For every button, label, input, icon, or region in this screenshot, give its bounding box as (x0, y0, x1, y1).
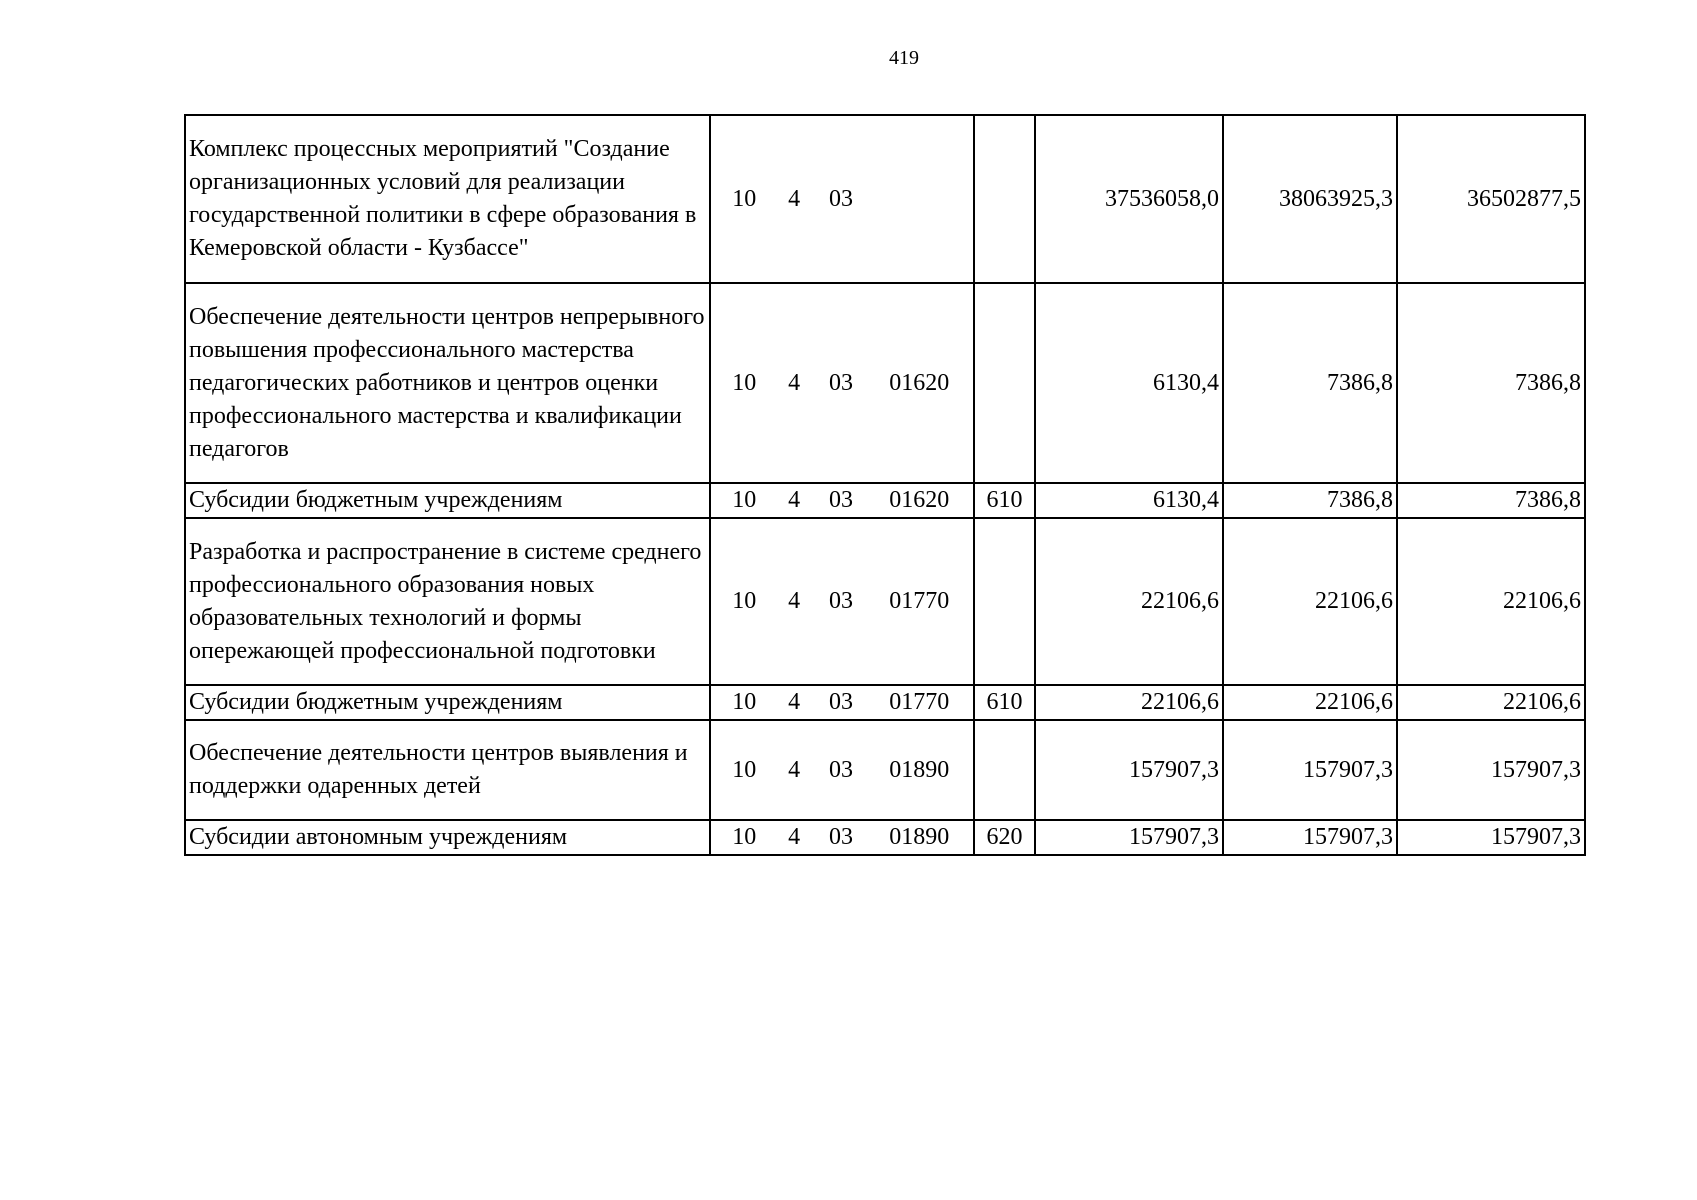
row-codes (710, 685, 974, 720)
amount-year3: 22106,6 (1397, 685, 1585, 720)
code-cs: 01620 (889, 369, 950, 396)
code-vr (974, 518, 1035, 685)
row-name: Субсидии бюджетным учреждениям (185, 483, 710, 518)
code-vr (974, 720, 1035, 820)
row-codes (710, 283, 974, 483)
row-name: Субсидии автономным учреждениям (185, 820, 710, 855)
code-gp: 03 (829, 689, 854, 715)
table-row (185, 518, 1585, 685)
code-vr: 610 (974, 685, 1035, 720)
amount-year2: 7386,8 (1223, 483, 1397, 518)
code-cs: 01620 (889, 487, 950, 513)
table-row (185, 820, 1585, 855)
amount-year2: 157907,3 (1223, 820, 1397, 855)
amount-year3: 36502877,5 (1397, 115, 1585, 283)
code-rz: 10 (732, 369, 757, 396)
row-name: Обеспечение деятельности центров выявления и поддержки одаренных детей (185, 720, 710, 820)
budget-table (184, 114, 1586, 856)
amount-year3: 7386,8 (1397, 283, 1585, 483)
code-rz: 10 (732, 756, 757, 783)
row-name: Субсидии бюджетным учреждениям (185, 685, 710, 720)
code-pr: 4 (788, 756, 801, 783)
row-codes (710, 483, 974, 518)
row-codes (710, 115, 974, 283)
row-name: Разработка и распространение в системе среднего профессионального образования новых образовательных технологий и формы опережающей профессиональной подготовки (185, 518, 710, 685)
table-row (185, 685, 1585, 720)
code-vr (974, 115, 1035, 283)
code-gp: 03 (829, 824, 854, 850)
amount-year2: 7386,8 (1223, 283, 1397, 483)
code-vr (974, 283, 1035, 483)
amount-year3: 157907,3 (1397, 720, 1585, 820)
amount-year1: 6130,4 (1035, 283, 1223, 483)
code-pr: 4 (788, 824, 801, 850)
code-gp: 03 (829, 369, 854, 396)
code-vr: 620 (974, 820, 1035, 855)
amount-year3: 7386,8 (1397, 483, 1585, 518)
amount-year2: 22106,6 (1223, 518, 1397, 685)
table-row (185, 283, 1585, 483)
row-codes (710, 518, 974, 685)
amount-year1: 37536058,0 (1035, 115, 1223, 283)
code-rz: 10 (732, 689, 757, 715)
amount-year1: 157907,3 (1035, 820, 1223, 855)
code-rz: 10 (732, 487, 757, 513)
row-name: Комплекс процессных мероприятий "Создание организационных условий для реализации государственной политики в сфере образования в Кемеровской области - Кузбассе" (185, 115, 710, 283)
code-gp: 03 (829, 487, 854, 513)
amount-year1: 6130,4 (1035, 483, 1223, 518)
code-cs: 01770 (889, 689, 950, 715)
code-rz: 10 (732, 185, 757, 212)
amount-year3: 22106,6 (1397, 518, 1585, 685)
code-pr: 4 (788, 588, 801, 614)
code-rz: 10 (732, 588, 757, 614)
amount-year3: 157907,3 (1397, 820, 1585, 855)
page-number: 419 (889, 47, 919, 69)
row-name: Обеспечение деятельности центров непрерывного повышения профессионального мастерства педагогических работников и центров оценки профессионального мастерства и квалификации педагогов (185, 283, 710, 483)
code-vr: 610 (974, 483, 1035, 518)
amount-year2: 157907,3 (1223, 720, 1397, 820)
code-cs: 01890 (889, 824, 950, 850)
amount-year1: 22106,6 (1035, 518, 1223, 685)
row-codes (710, 820, 974, 855)
amount-year1: 157907,3 (1035, 720, 1223, 820)
code-gp: 03 (829, 756, 854, 783)
amount-year1: 22106,6 (1035, 685, 1223, 720)
amount-year2: 22106,6 (1223, 685, 1397, 720)
code-pr: 4 (788, 369, 801, 396)
row-codes (710, 720, 974, 820)
code-cs: 01890 (889, 756, 950, 783)
code-pr: 4 (788, 185, 801, 212)
table-row (185, 720, 1585, 820)
code-gp: 03 (829, 185, 854, 212)
code-pr: 4 (788, 689, 801, 715)
table-row (185, 483, 1585, 518)
code-gp: 03 (829, 588, 854, 614)
code-cs: 01770 (889, 588, 950, 614)
amount-year2: 38063925,3 (1223, 115, 1397, 283)
code-pr: 4 (788, 487, 801, 513)
table-row (185, 115, 1585, 283)
code-rz: 10 (732, 824, 757, 850)
